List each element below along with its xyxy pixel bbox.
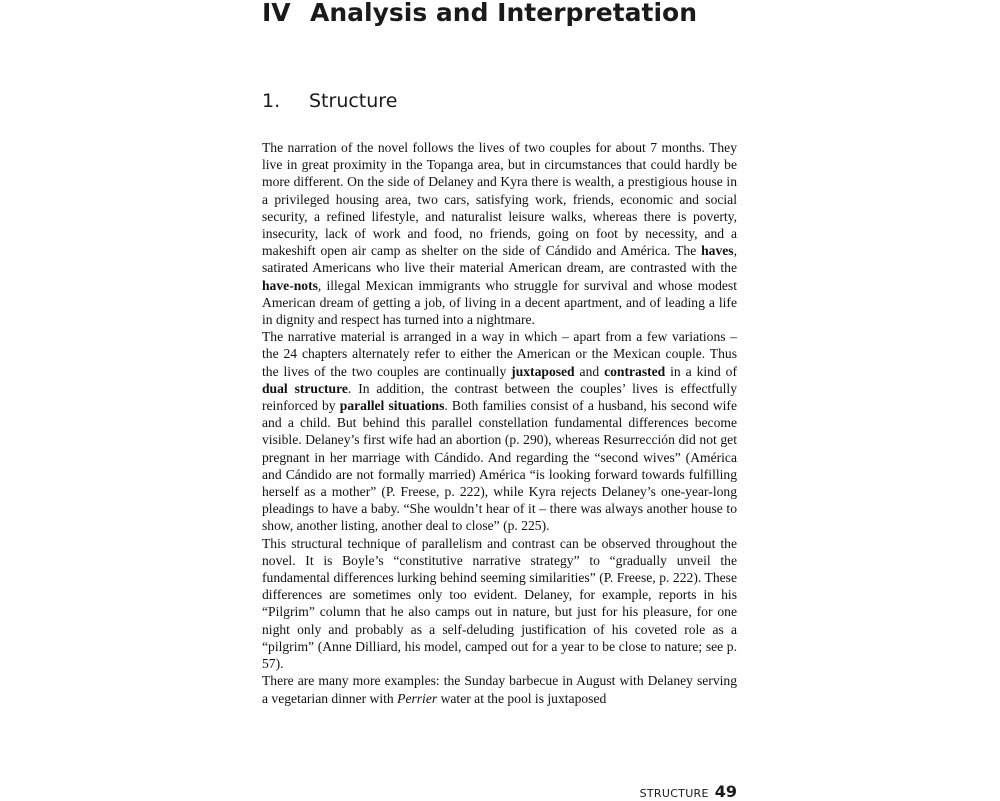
bold-term: have-nots <box>262 277 318 293</box>
paragraph <box>262 328 737 534</box>
bold-term: dual structure <box>262 380 348 396</box>
body-text <box>262 139 737 707</box>
text-run: in a kind of <box>665 363 737 379</box>
running-head: STRUCTURE <box>639 787 709 800</box>
text-run: The narration of the novel follows the lives of two couples for about 7 months. They live in great proximity in the Topanga area, but in circumstances that could hardly be more different. On the side of Delaney and Kyra there is wealth, a prestigious house in a privileged housing area, two cars, satisfying work, friends, economic and social security, a refined lifestyle, and naturalist leisure walks, whereas there is poverty, insecurity, lack of work and food, no friends, going on foot by necessity, and a makeshift open air camp as shelter on the side of Cándido and América. The <box>262 140 737 259</box>
text-run: . Both families consist of a husband, his second wife and a child. But behind this parallel constellation fundamental differences become visible. Delaney’s first wife had an abortion (p. 290), whereas Resurrección did not get pregnant in her marriage with Cándido. And regarding the “second wives” (América and Cándido are not formally married) América “is looking forward towards fulfilling herself as a mother” (P. Freese, p. 222), while Kyra rejects Delaney’s one-year-long pleadings to have a baby. “She wouldn’t hear of it – there was always another house to show, another listing, another deal to close” (p. 225). <box>262 398 737 534</box>
page-number: 49 <box>714 782 737 801</box>
text-run: and <box>574 363 605 379</box>
chapter-title <box>262 0 697 31</box>
text-run: , satirated Americans who live their material American dream, are contrasted with the <box>262 243 737 276</box>
bold-term: parallel situations <box>339 398 445 414</box>
text-run: This structural technique of parallelism and contrast can be observed throughout the novel. It is Boyle’s “constitutive narrative strategy” to “gradually unveil the fundamental differences lurking behind seeming similarities” (P. Freese, p. 222). These differences are sometimes only too evident. Delaney, for example, reports in his “Pilgrim” column that he also camps out in nature, but just for his pleasure, for one night only and probably as a self-deluding justification of his coveted role as a “pilgrim” (Anne Dilliard, his model, camped out for a year to be close to nature; see p. 57). <box>262 535 737 672</box>
paragraph <box>262 535 737 673</box>
section-title-text: Structure <box>309 90 398 112</box>
section-number: 1. <box>262 90 281 112</box>
text-run: , illegal Mexican immigrants who struggle for survival and whose modest American dream of getting a job, of living in a decent apartment, and of leading a life in dignity and respect has turned into a nightmare. <box>262 277 737 328</box>
italic-term: Perrier <box>397 690 438 706</box>
bold-term: juxtaposed <box>511 363 575 379</box>
text-run: The narrative material is arranged in a way in which – apart from a few variations – the 24 chapters alternately refer to either the American or the Mexican couple. Thus the lives of the two couples are continually <box>262 329 737 379</box>
text-run: water at the pool is juxtaposed <box>437 690 607 706</box>
bold-term: haves <box>701 243 734 259</box>
chapter-title-text: Analysis and Interpretation <box>310 0 698 27</box>
bold-term: contrasted <box>604 363 666 379</box>
text-run: . In addition, the contrast between the couples’ lives is effectfully reinforced by <box>262 380 737 414</box>
paragraph <box>262 139 737 328</box>
section-title <box>262 88 397 114</box>
book-page <box>262 0 737 800</box>
page-footer <box>640 782 737 801</box>
text-run: There are many more examples: the Sunday barbecue in August with Delaney serving a vegetarian dinner with <box>262 673 737 706</box>
chapter-number: IV <box>262 0 291 27</box>
paragraph <box>262 672 737 706</box>
